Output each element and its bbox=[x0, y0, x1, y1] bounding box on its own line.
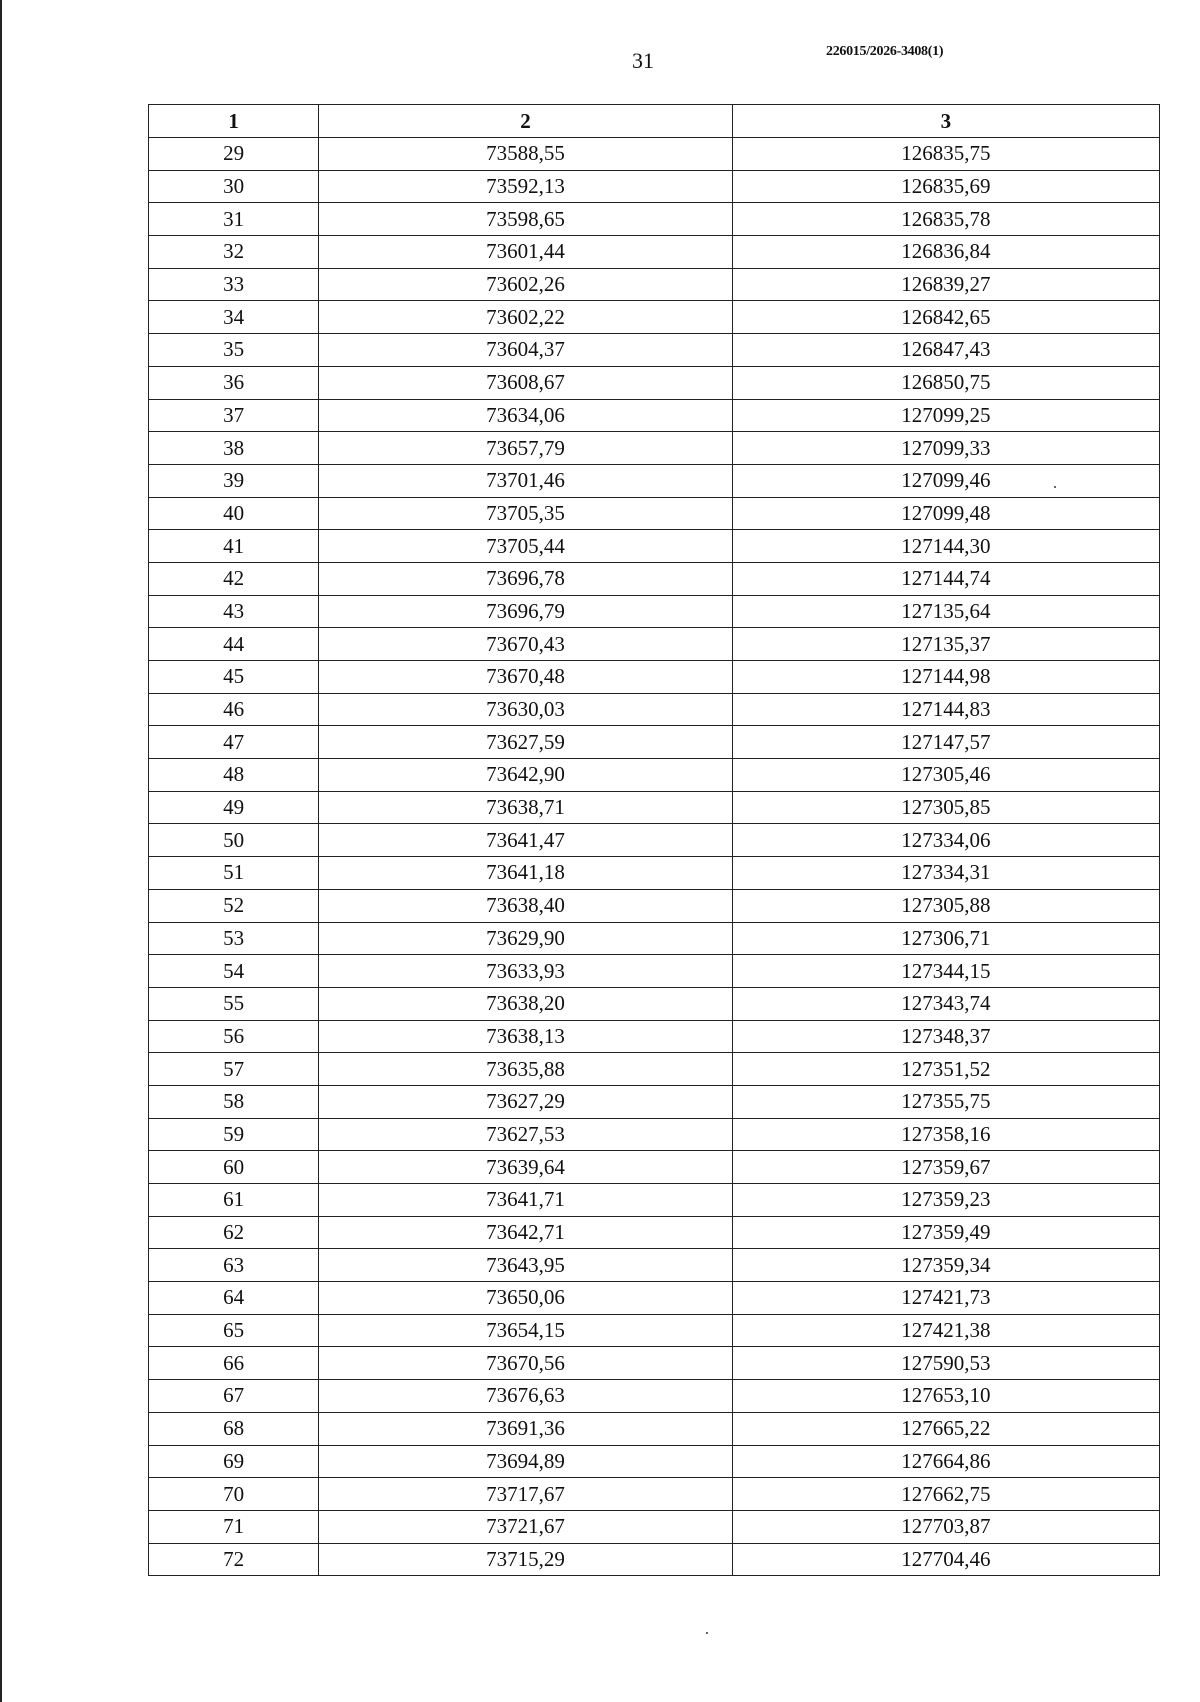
table-row bbox=[149, 399, 1160, 432]
coordinates-table bbox=[148, 104, 1160, 1576]
point-number-cell: 54 bbox=[149, 955, 319, 988]
table-row bbox=[149, 1020, 1160, 1053]
y-coordinate-cell: 127099,48 bbox=[732, 497, 1159, 530]
y-coordinate-cell: 126835,69 bbox=[732, 170, 1159, 203]
x-coordinate-cell: 73642,90 bbox=[319, 759, 732, 792]
x-coordinate-cell: 73641,47 bbox=[319, 824, 732, 857]
table-row bbox=[149, 1347, 1160, 1380]
y-coordinate-cell: 127334,06 bbox=[732, 824, 1159, 857]
table-row bbox=[149, 726, 1160, 759]
y-coordinate-cell: 127305,46 bbox=[732, 759, 1159, 792]
y-coordinate-cell: 127703,87 bbox=[732, 1510, 1159, 1543]
y-coordinate-cell: 127704,46 bbox=[732, 1543, 1159, 1576]
point-number-cell: 45 bbox=[149, 661, 319, 694]
point-number-cell: 35 bbox=[149, 334, 319, 367]
x-coordinate-cell: 73670,56 bbox=[319, 1347, 732, 1380]
y-coordinate-cell: 127359,49 bbox=[732, 1216, 1159, 1249]
column-header: 1 bbox=[149, 105, 319, 138]
table-row bbox=[149, 236, 1160, 269]
y-coordinate-cell: 127306,71 bbox=[732, 922, 1159, 955]
point-number-cell: 70 bbox=[149, 1478, 319, 1511]
point-number-cell: 51 bbox=[149, 857, 319, 890]
point-number-cell: 69 bbox=[149, 1445, 319, 1478]
y-coordinate-cell: 127305,88 bbox=[732, 889, 1159, 922]
x-coordinate-cell: 73639,64 bbox=[319, 1151, 732, 1184]
table-row bbox=[149, 889, 1160, 922]
x-coordinate-cell: 73604,37 bbox=[319, 334, 732, 367]
point-number-cell: 55 bbox=[149, 987, 319, 1020]
table-row bbox=[149, 1380, 1160, 1413]
table-row bbox=[149, 1053, 1160, 1086]
point-number-cell: 67 bbox=[149, 1380, 319, 1413]
point-number-cell: 46 bbox=[149, 693, 319, 726]
y-coordinate-cell: 127590,53 bbox=[732, 1347, 1159, 1380]
table-row bbox=[149, 138, 1160, 171]
point-number-cell: 63 bbox=[149, 1249, 319, 1282]
point-number-cell: 52 bbox=[149, 889, 319, 922]
y-coordinate-cell: 127343,74 bbox=[732, 987, 1159, 1020]
table-row bbox=[149, 562, 1160, 595]
x-coordinate-cell: 73696,78 bbox=[319, 562, 732, 595]
y-coordinate-cell: 127653,10 bbox=[732, 1380, 1159, 1413]
y-coordinate-cell: 126835,78 bbox=[732, 203, 1159, 236]
scan-speck bbox=[1054, 486, 1056, 488]
x-coordinate-cell: 73592,13 bbox=[319, 170, 732, 203]
x-coordinate-cell: 73629,90 bbox=[319, 922, 732, 955]
point-number-cell: 56 bbox=[149, 1020, 319, 1053]
x-coordinate-cell: 73654,15 bbox=[319, 1314, 732, 1347]
table-row bbox=[149, 268, 1160, 301]
point-number-cell: 61 bbox=[149, 1184, 319, 1217]
point-number-cell: 29 bbox=[149, 138, 319, 171]
x-coordinate-cell: 73676,63 bbox=[319, 1380, 732, 1413]
y-coordinate-cell: 127135,37 bbox=[732, 628, 1159, 661]
table-row bbox=[149, 857, 1160, 890]
point-number-cell: 65 bbox=[149, 1314, 319, 1347]
point-number-cell: 66 bbox=[149, 1347, 319, 1380]
y-coordinate-cell: 127305,85 bbox=[732, 791, 1159, 824]
table-row bbox=[149, 301, 1160, 334]
x-coordinate-cell: 73638,13 bbox=[319, 1020, 732, 1053]
point-number-cell: 38 bbox=[149, 432, 319, 465]
x-coordinate-cell: 73715,29 bbox=[319, 1543, 732, 1576]
y-coordinate-cell: 127665,22 bbox=[732, 1412, 1159, 1445]
point-number-cell: 71 bbox=[149, 1510, 319, 1543]
table-row bbox=[149, 366, 1160, 399]
y-coordinate-cell: 127144,83 bbox=[732, 693, 1159, 726]
scan-speck bbox=[706, 1632, 708, 1634]
point-number-cell: 59 bbox=[149, 1118, 319, 1151]
y-coordinate-cell: 127421,73 bbox=[732, 1282, 1159, 1315]
table-row bbox=[149, 1543, 1160, 1576]
table-row bbox=[149, 1249, 1160, 1282]
point-number-cell: 64 bbox=[149, 1282, 319, 1315]
table-row bbox=[149, 1151, 1160, 1184]
table-row bbox=[149, 464, 1160, 497]
x-coordinate-cell: 73633,93 bbox=[319, 955, 732, 988]
x-coordinate-cell: 73602,22 bbox=[319, 301, 732, 334]
point-number-cell: 41 bbox=[149, 530, 319, 563]
point-number-cell: 72 bbox=[149, 1543, 319, 1576]
x-coordinate-cell: 73696,79 bbox=[319, 595, 732, 628]
table-row bbox=[149, 530, 1160, 563]
y-coordinate-cell: 126836,84 bbox=[732, 236, 1159, 269]
x-coordinate-cell: 73601,44 bbox=[319, 236, 732, 269]
x-coordinate-cell: 73638,71 bbox=[319, 791, 732, 824]
x-coordinate-cell: 73701,46 bbox=[319, 464, 732, 497]
table-row bbox=[149, 824, 1160, 857]
table-row bbox=[149, 791, 1160, 824]
y-coordinate-cell: 127099,46 bbox=[732, 464, 1159, 497]
table-row bbox=[149, 661, 1160, 694]
point-number-cell: 40 bbox=[149, 497, 319, 530]
document-reference: 226015/2026-3408(1) bbox=[826, 44, 944, 59]
table-row bbox=[149, 628, 1160, 661]
x-coordinate-cell: 73705,35 bbox=[319, 497, 732, 530]
y-coordinate-cell: 127144,98 bbox=[732, 661, 1159, 694]
table-row bbox=[149, 1216, 1160, 1249]
x-coordinate-cell: 73721,67 bbox=[319, 1510, 732, 1543]
point-number-cell: 39 bbox=[149, 464, 319, 497]
page-edge-line bbox=[0, 0, 2, 1702]
x-coordinate-cell: 73638,20 bbox=[319, 987, 732, 1020]
table-row bbox=[149, 170, 1160, 203]
x-coordinate-cell: 73641,18 bbox=[319, 857, 732, 890]
x-coordinate-cell: 73642,71 bbox=[319, 1216, 732, 1249]
x-coordinate-cell: 73598,65 bbox=[319, 203, 732, 236]
point-number-cell: 57 bbox=[149, 1053, 319, 1086]
point-number-cell: 42 bbox=[149, 562, 319, 595]
y-coordinate-cell: 127358,16 bbox=[732, 1118, 1159, 1151]
x-coordinate-cell: 73670,48 bbox=[319, 661, 732, 694]
table-row bbox=[149, 1510, 1160, 1543]
y-coordinate-cell: 127351,52 bbox=[732, 1053, 1159, 1086]
point-number-cell: 34 bbox=[149, 301, 319, 334]
page-number: 31 bbox=[632, 48, 654, 73]
table-row bbox=[149, 334, 1160, 367]
y-coordinate-cell: 127355,75 bbox=[732, 1085, 1159, 1118]
y-coordinate-cell: 126839,27 bbox=[732, 268, 1159, 301]
x-coordinate-cell: 73691,36 bbox=[319, 1412, 732, 1445]
point-number-cell: 68 bbox=[149, 1412, 319, 1445]
point-number-cell: 33 bbox=[149, 268, 319, 301]
y-coordinate-cell: 126847,43 bbox=[732, 334, 1159, 367]
point-number-cell: 36 bbox=[149, 366, 319, 399]
y-coordinate-cell: 127348,37 bbox=[732, 1020, 1159, 1053]
point-number-cell: 32 bbox=[149, 236, 319, 269]
x-coordinate-cell: 73627,59 bbox=[319, 726, 732, 759]
table-header-row bbox=[149, 105, 1160, 138]
x-coordinate-cell: 73627,53 bbox=[319, 1118, 732, 1151]
table-row bbox=[149, 203, 1160, 236]
point-number-cell: 58 bbox=[149, 1085, 319, 1118]
y-coordinate-cell: 126842,65 bbox=[732, 301, 1159, 334]
table-row bbox=[149, 1314, 1160, 1347]
x-coordinate-cell: 73630,03 bbox=[319, 693, 732, 726]
x-coordinate-cell: 73694,89 bbox=[319, 1445, 732, 1478]
y-coordinate-cell: 127334,31 bbox=[732, 857, 1159, 890]
x-coordinate-cell: 73638,40 bbox=[319, 889, 732, 922]
point-number-cell: 31 bbox=[149, 203, 319, 236]
y-coordinate-cell: 126835,75 bbox=[732, 138, 1159, 171]
table-body bbox=[149, 138, 1160, 1576]
point-number-cell: 44 bbox=[149, 628, 319, 661]
column-header: 2 bbox=[319, 105, 732, 138]
y-coordinate-cell: 127344,15 bbox=[732, 955, 1159, 988]
y-coordinate-cell: 127359,23 bbox=[732, 1184, 1159, 1217]
table-row bbox=[149, 595, 1160, 628]
table-row bbox=[149, 987, 1160, 1020]
x-coordinate-cell: 73650,06 bbox=[319, 1282, 732, 1315]
x-coordinate-cell: 73634,06 bbox=[319, 399, 732, 432]
y-coordinate-cell: 127099,25 bbox=[732, 399, 1159, 432]
x-coordinate-cell: 73635,88 bbox=[319, 1053, 732, 1086]
y-coordinate-cell: 126850,75 bbox=[732, 366, 1159, 399]
x-coordinate-cell: 73608,67 bbox=[319, 366, 732, 399]
x-coordinate-cell: 73643,95 bbox=[319, 1249, 732, 1282]
point-number-cell: 50 bbox=[149, 824, 319, 857]
table-row bbox=[149, 1184, 1160, 1217]
point-number-cell: 60 bbox=[149, 1151, 319, 1184]
table-row bbox=[149, 1282, 1160, 1315]
y-coordinate-cell: 127144,30 bbox=[732, 530, 1159, 563]
column-header: 3 bbox=[732, 105, 1159, 138]
table-row bbox=[149, 497, 1160, 530]
point-number-cell: 37 bbox=[149, 399, 319, 432]
table-row bbox=[149, 1478, 1160, 1511]
y-coordinate-cell: 127664,86 bbox=[732, 1445, 1159, 1478]
point-number-cell: 53 bbox=[149, 922, 319, 955]
y-coordinate-cell: 127662,75 bbox=[732, 1478, 1159, 1511]
table-row bbox=[149, 1118, 1160, 1151]
table-row bbox=[149, 432, 1160, 465]
y-coordinate-cell: 127421,38 bbox=[732, 1314, 1159, 1347]
point-number-cell: 30 bbox=[149, 170, 319, 203]
y-coordinate-cell: 127144,74 bbox=[732, 562, 1159, 595]
table-row bbox=[149, 955, 1160, 988]
point-number-cell: 47 bbox=[149, 726, 319, 759]
table-row bbox=[149, 1445, 1160, 1478]
y-coordinate-cell: 127359,67 bbox=[732, 1151, 1159, 1184]
x-coordinate-cell: 73627,29 bbox=[319, 1085, 732, 1118]
x-coordinate-cell: 73657,79 bbox=[319, 432, 732, 465]
y-coordinate-cell: 127359,34 bbox=[732, 1249, 1159, 1282]
table-row bbox=[149, 1412, 1160, 1445]
table-row bbox=[149, 1085, 1160, 1118]
point-number-cell: 62 bbox=[149, 1216, 319, 1249]
table-row bbox=[149, 922, 1160, 955]
x-coordinate-cell: 73717,67 bbox=[319, 1478, 732, 1511]
x-coordinate-cell: 73705,44 bbox=[319, 530, 732, 563]
point-number-cell: 43 bbox=[149, 595, 319, 628]
x-coordinate-cell: 73588,55 bbox=[319, 138, 732, 171]
y-coordinate-cell: 127135,64 bbox=[732, 595, 1159, 628]
table-row bbox=[149, 693, 1160, 726]
table-row bbox=[149, 759, 1160, 792]
point-number-cell: 48 bbox=[149, 759, 319, 792]
y-coordinate-cell: 127099,33 bbox=[732, 432, 1159, 465]
x-coordinate-cell: 73602,26 bbox=[319, 268, 732, 301]
x-coordinate-cell: 73670,43 bbox=[319, 628, 732, 661]
x-coordinate-cell: 73641,71 bbox=[319, 1184, 732, 1217]
point-number-cell: 49 bbox=[149, 791, 319, 824]
y-coordinate-cell: 127147,57 bbox=[732, 726, 1159, 759]
